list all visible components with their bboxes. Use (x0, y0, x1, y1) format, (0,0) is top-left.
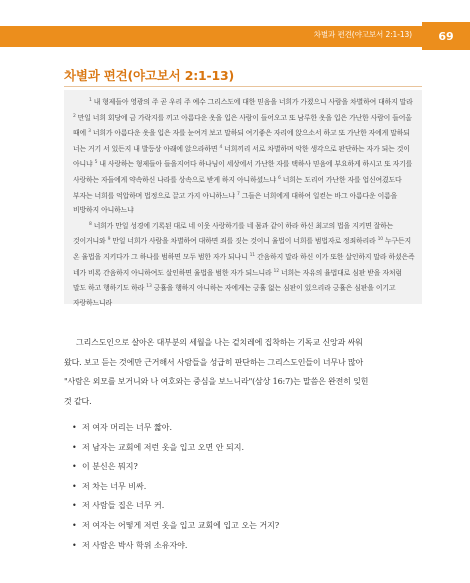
page-number: 69 (422, 22, 470, 50)
bullet-marker: • (72, 520, 77, 530)
verse-text: 만일 너희 회당에 금 가락지를 끼고 아름다운 옷을 입은 사람이 들어오고 또 남루 (75, 113, 311, 122)
verse-number: 3 (88, 129, 91, 135)
verse-text: 만일 너희가 사람을 차별하여 대하면 죄를 짓는 것이니 율법이 너희를 범법 (110, 237, 328, 246)
scripture-paragraph-1 (64, 90, 422, 218)
list-item (72, 438, 422, 458)
verse-text: 너희는 도리어 가난한 자를 업신여 (280, 175, 383, 184)
verse-number: 11 (249, 252, 255, 258)
verse-number: 6 (278, 175, 281, 181)
verse-text: 누구든지 온 율법을 지키다가 그 하나를 범하면 모두 범한 자가 되나니 (73, 237, 412, 261)
section-title: 차별과 편견(야고보서 2:1-13) (64, 68, 234, 83)
list-item-text: 저 차는 너무 비싸. (82, 481, 147, 491)
list-item-text: 저 사람들 집은 너무 커. (82, 501, 165, 511)
verse-text: 너희끼리 서로 차별하며 악한 생각으로 판단하는 자가 되는 것이 아니냐 (73, 144, 410, 169)
list-item (72, 477, 422, 497)
body-line: 그리스도인으로 살아온 대부분의 세월을 나는 겉치레에 집착하는 기독교 신앙과 싸워 (76, 338, 363, 347)
scripture-paragraph-2 (64, 218, 422, 311)
running-title: 차별과 편견(야고보서 2:1-13) (313, 30, 412, 39)
verse-text: 간음하 (255, 252, 277, 261)
list-item-text: 저 여자 머리는 너무 짧아. (82, 423, 172, 432)
verse-text: 들아 들을지어다 하나님이 세상에서 가난한 자를 택하사 믿음에 부요하게 하시고 또 자기를 사랑하 (73, 160, 413, 184)
verse-number: 4 (219, 144, 223, 150)
list-item-text: 저 사람은 박사 학위 소유자야. (82, 540, 188, 550)
verse-text: 자로 정죄하리라 (327, 237, 378, 246)
bullet-marker: • (72, 501, 77, 511)
verse-number: 9 (107, 237, 111, 243)
verse-text: 너희가 만일 성경에 기록된 대로 네 이웃 사랑하기를 네 몸과 같이 하라 하신 최고의 법을 지키 (91, 221, 366, 230)
verse-text: 그 아름다운 이름을 비방하지 아니하느냐 (73, 191, 398, 215)
verse-text: 내 형제들아 영광의 주 곧 우리 주 예수 그리스도에 대한 믿음을 너희가 가졌으니 사람을 차별 (91, 98, 364, 106)
verse-text: 좋은 자리에 앉으소서 하고 또 가난한 자에게 말하되 너는 거기 서 있든지 내 발등상 아래에 앉으라 (73, 129, 410, 153)
verse-number: 8 (89, 221, 92, 227)
body-line: 왔다. 보고 듣는 것에만 근거해서 사람들을 성급히 판단하는 그리스도인들이 너무나 많아 (64, 357, 364, 367)
bullet-marker: • (72, 423, 77, 432)
list-item (72, 457, 422, 477)
body-line: 것 같다. (64, 396, 92, 406)
verse-number: 10 (377, 237, 383, 243)
list-item (72, 536, 422, 556)
verse-number: 1 (89, 98, 92, 103)
list-item (72, 496, 422, 516)
list-item-text: 저 여자는 어떻게 저런 옷을 입고 교회에 입고 오는 거지? (82, 520, 280, 530)
bullet-marker: • (72, 462, 77, 472)
verse-number: 2 (73, 113, 76, 119)
list-item-text: 이 분신은 뭐지? (82, 462, 138, 472)
verse-number: 5 (94, 160, 98, 166)
verse-text: 는 자들에게 약속하신 나라를 상속으로 받게 하지 아니하셨느냐 (92, 175, 279, 184)
page-header (0, 0, 470, 44)
verse-text: 그들은 너희에게 대하여 일컫는 바 (239, 191, 341, 200)
body-line: "사람은 외모를 보거니와 나 여호와는 중심을 보느니라"(삼상 16:7)는 말씀은 완전히 잊힌 (64, 377, 369, 387)
verse-text: 너희는 자유의 율법대로 심판 받을 자처럼 말도 하고 행하기도 하라 (73, 268, 402, 293)
list-item (72, 516, 422, 536)
verse-text: 하여 대하지 말라 (363, 98, 413, 106)
verse-text: 너희가 아름다운 옷을 입은 자를 눈여겨 보고 말하되 여기 (90, 129, 259, 138)
judgment-list (72, 418, 422, 555)
verse-text: 한 자가 되느니라 (221, 268, 274, 277)
title-divider (64, 86, 422, 87)
verse-text: 겼도다 부자는 너희를 억압하며 법정으로 끌고 가지 아니하느냐 (73, 175, 402, 200)
list-item-text: 저 남자는 교회에 저런 옷을 입고 오면 안 되지. (82, 442, 244, 452)
verse-number: 13 (146, 284, 152, 290)
verse-text: 한 옷을 입은 가난한 사람이 들어올 때에 (73, 113, 412, 138)
scripture-box (64, 90, 422, 307)
bullet-marker: • (72, 540, 77, 550)
verse-number: 7 (236, 191, 240, 197)
bullet-marker: • (72, 481, 77, 491)
verse-number: 12 (273, 268, 279, 274)
verse-text: 긍휼을 행 (151, 284, 182, 293)
bullet-marker: • (72, 442, 77, 452)
verse-text: 면 잘하는 것이거니와 (73, 221, 394, 246)
verse-text: 지 말라 하신 이가 또한 살인하지 말라 하셨은즉 네가 비록 간음하지 아니하여도 살인하면 율법을 범 (73, 252, 415, 277)
verse-text: 하지 아니하는 자에게는 긍휼 없는 심판이 있으리라 긍휼은 심판을 이기고 자랑하느니라 (73, 284, 396, 307)
body-paragraph (64, 333, 424, 411)
verse-text: 하면 (204, 144, 220, 153)
list-item (72, 418, 422, 438)
verse-text: 내 사랑하는 형제 (97, 160, 149, 169)
